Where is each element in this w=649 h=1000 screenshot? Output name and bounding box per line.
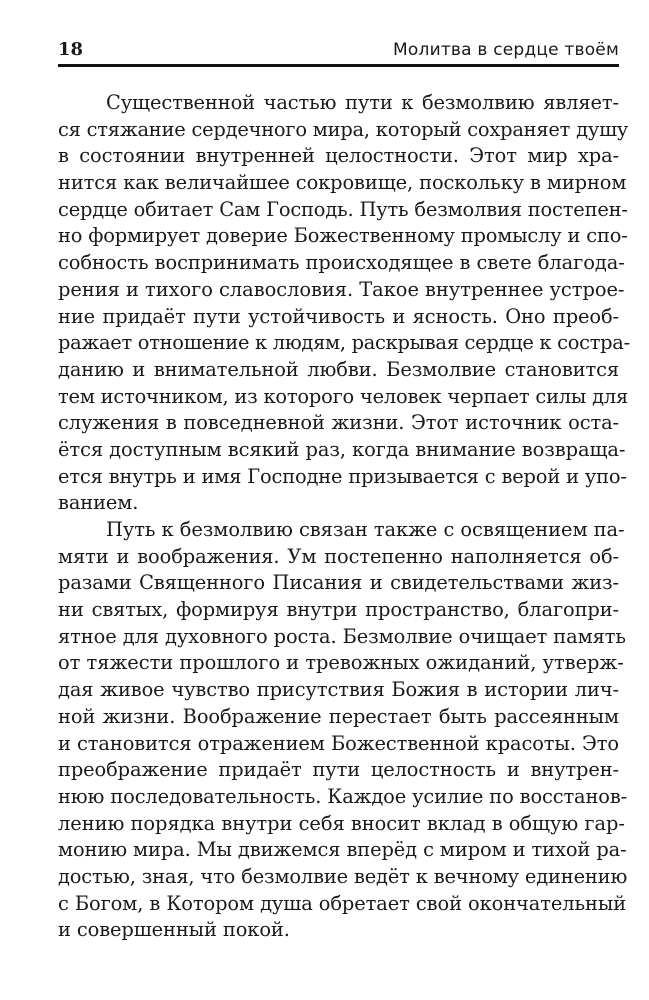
text-line: ется внутрь и имя Господне призывается с верой и упо-	[58, 464, 627, 488]
text-line: и становится отражением Божественной красоты. Это	[58, 731, 619, 755]
text-line: нюю последовательность. Каждое усилие по восстанов-	[58, 784, 628, 808]
paragraph-1	[58, 90, 630, 517]
text-line: рения и тихого славословия. Такое внутреннее устрое-	[58, 277, 625, 301]
text-line: но формирует доверие Божественному промыслу и спо-	[58, 224, 628, 248]
page-number: 18	[58, 39, 84, 60]
text-line: ванием.	[58, 491, 139, 515]
text-line: ной жизни. Воображение перестает быть рассеянным	[58, 704, 619, 728]
text-line: нится как величайшее сокровище, поскольку в мирном	[58, 171, 627, 195]
text-line: ражает отношение к людям, раскрывая сердце к состра-	[58, 331, 630, 355]
text-line: преображение придаёт пути целостность и внутрен-	[58, 758, 619, 782]
text-line: монию мира. Мы движемся вперёд с миром и тихой ра-	[58, 838, 627, 862]
text-line: дая живое чувство присутствия Божия в истории лич-	[58, 678, 619, 702]
text-line: ни святых, формируя внутри пространство, благопри-	[58, 598, 619, 622]
text-line: Существенной частью пути к безмолвию являет-	[106, 91, 619, 114]
text-line: служения в повседневной жизни. Этот источник оста-	[58, 411, 619, 435]
text-line: от тяжести прошлого и тревожных ожиданий, утверж-	[58, 651, 624, 675]
running-title: Молитва в сердце твоём	[393, 40, 619, 60]
text-line: разами Священного Писания и свидетельствами жиз-	[58, 571, 619, 595]
text-line: собность воспринимать происходящее в свете благода-	[58, 251, 625, 275]
text-line: достью, зная, что безмолвие ведёт к вечному единению	[58, 864, 628, 888]
text-line: ние придаёт пути устойчивость и ясность. Оно преоб-	[58, 304, 619, 328]
text-line: сердце обитает Сам Господь. Путь безмолвия постепен-	[58, 197, 628, 221]
header-rule	[58, 64, 619, 67]
text-line: тем источником, из которого человек черпает силы для	[58, 384, 629, 408]
text-line: Путь к безмолвию связан также с освящением па-	[106, 518, 625, 541]
body-text	[58, 90, 630, 944]
text-line: в состоянии внутренней целостности. Этот мир хра-	[58, 144, 619, 168]
paragraph-2	[58, 517, 628, 944]
text-line: и совершенный покой.	[58, 918, 290, 942]
text-line: ятное для духовного роста. Безмолвие очищает память	[58, 624, 626, 648]
text-line: с Богом, в Котором душа обретает свой окончательный	[58, 891, 627, 915]
text-line: данию и внимательной любви. Безмолвие становится	[58, 357, 619, 381]
text-line: ся стяжание сердечного мира, который сохраняет душу	[58, 117, 629, 141]
text-line: мяти и воображения. Ум постепенно наполняется об-	[58, 544, 619, 568]
text-line: ётся доступным всякий раз, когда внимание возвраща-	[58, 437, 626, 461]
text-line: лению порядка внутри себя вносит вклад в общую гар-	[58, 811, 625, 835]
